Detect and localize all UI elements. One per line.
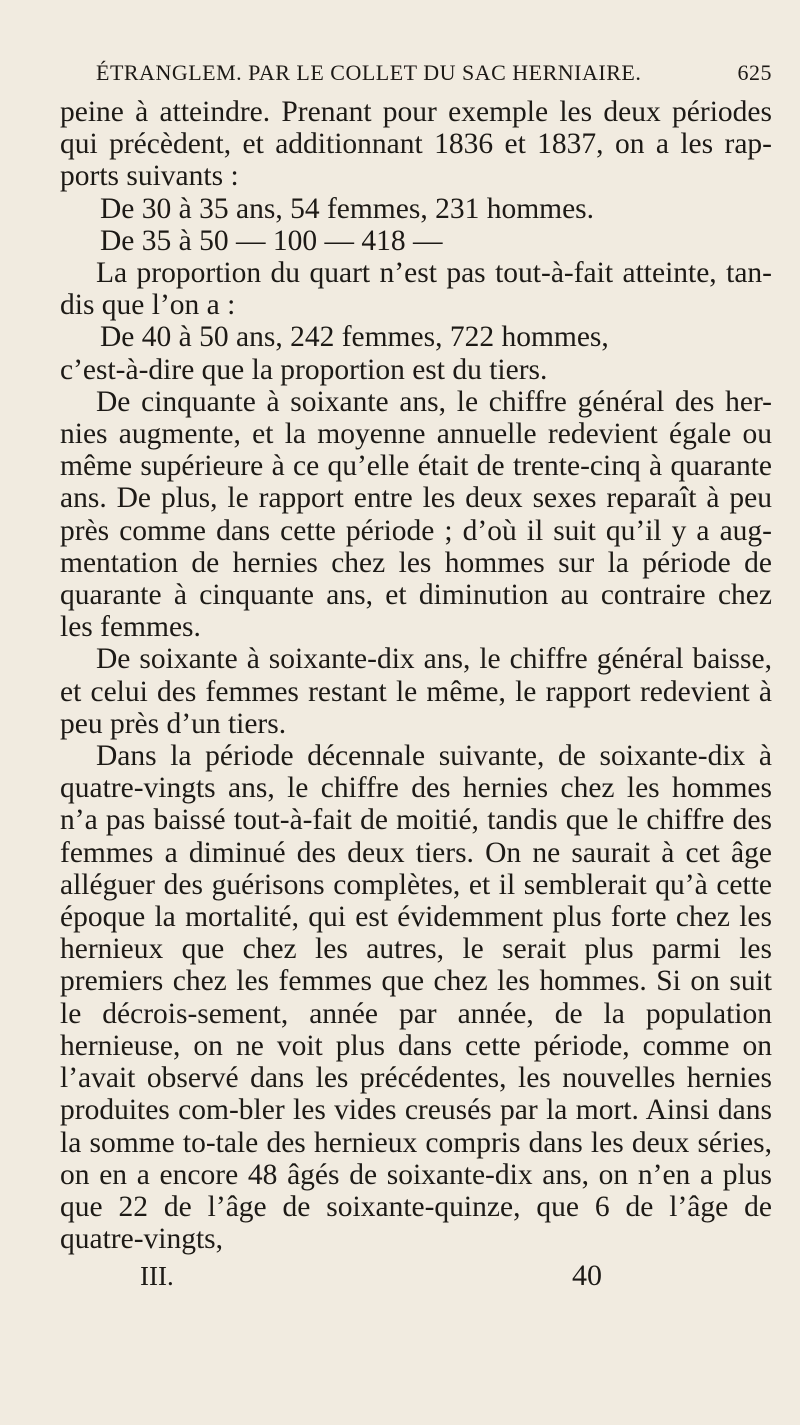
paragraph: La proportion du quart n’est pas tout-à-fait atteinte, tan-dis que l’on a : [60,257,772,322]
paragraph: De soixante à soixante-dix ans, le chiffre général baisse, et celui des femmes restant le même, le rapport redevient à peu près d’un tiers. [60,643,772,740]
paragraph: c’est-à-dire que la proportion est du tiers. [60,353,548,386]
paragraph: Dans la période décennale suivante, de soixante-dix à quatre-vingts ans, le chiffre des hernies chez les hommes n’a pas baissé tout-à-fait de moitié, tandis que le chiffre des femmes a diminué des deux tiers. On ne saurait à cet âge alléguer des guérisons complètes, et il semblerait qu’à cette époque la mortalité, qui est évidemment plus forte chez les hernieux que chez les autres, le serait plus parmi les premiers chez les femmes que chez les hommes. Si on suit le décrois-sement, année par année, de la population hernieuse, on ne voit plus dans cette période, comme on l’avait observé dans les précédentes, les nouvelles hernies produites com-bler les vides creusés par la mort. Ainsi dans la somme to-tale des hernieux compris dans les deux séries, on en a encore 48 âgés de soixante-dix ans, on n’en a plus que 22 de l’âge de soixante-quinze, que 6 de l’âge de quatre-vingts, [60,740,772,1256]
book-page [60,60,772,1293]
running-header [64,60,772,86]
stat-line: De 30 à 35 ans, 54 femmes, 231 hommes. [100,192,595,225]
paragraph: De cinquante à soixante ans, le chiffre général des her-nies augmente, et la moyenne annuelle redevient égale ou même supérieure à ce qu’elle était de trente-cinq à quarante ans. De plus, le rapport entre les deux sexes reparaît à peu près comme dans cette période ; d’où il suit qu’il y a aug-mentation de hernies chez les hommes sur la période de quarante à cinquante ans, et diminution au contraire chez les femmes. [60,385,772,644]
paragraph: peine à atteindre. Prenant pour exemple les deux périodes qui précèdent, et additionnant 1836 et 1837, on a les rap-ports suivants : [60,96,772,193]
signature-mark: 40 [572,1259,602,1293]
running-title: ÉTRANGLEM. PAR LE COLLET DU SAC HERNIAIRE. [96,60,642,85]
stat-line: De 40 à 50 ans, 242 femmes, 722 hommes, [100,321,609,354]
page-number: 625 [737,60,772,85]
page-body [60,96,772,1255]
volume-marker: III. [140,1261,174,1292]
stat-line: De 35 à 50 — 100 — 418 — [100,224,443,257]
page-footer [60,1259,772,1293]
